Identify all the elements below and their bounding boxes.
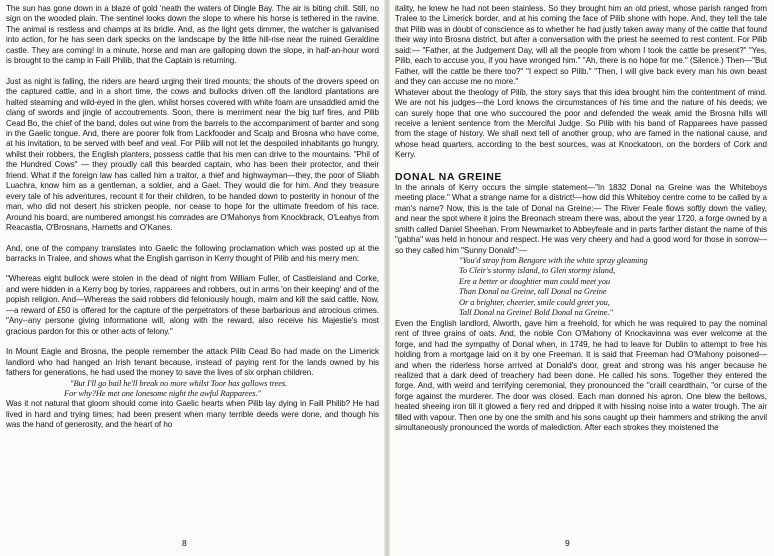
verse-line: "You'd stray from Bengore with the white spray gleaming <box>459 255 648 265</box>
paragraph: Was it not natural that gloom should come into Gaelic hearts when Pilib lay dying in Faill Philib? He had lived in hard and trying times; had been present when many terrible deeds were done, and though his was the hand of generosity, and the heart of ho <box>6 399 379 430</box>
left-text-column <box>6 4 379 431</box>
right-text-column <box>395 4 767 434</box>
right-page <box>387 0 774 556</box>
verse-line: Tall Donal na Greine! Bold Donal na Greine." <box>459 308 613 318</box>
paragraph: The sun has gone down in a blaze of gold 'neath the waters of Dingle Bay. The air is biting chill. Still, no sign on the wooded plain. The sentinel looks down the slope to where his horse is tethered in the ravine. The animal is restless and champs at its bridle. And, as the light gets dimmer, the watcher is galvanised into action, for he has seen dark specks on the landscape by the little hill-rise near the ruined Geraldine castle. They are coming! In a minute, horse and man are galloping down the slope, in half-an-hour word is brought to the camp in Faill Philib, that the Captain is returning. <box>6 4 379 66</box>
verse-line: Ere a better or doughtier man could meet you <box>459 276 610 286</box>
paragraph: Just as night is falling, the riders are heard urging their tired mounts; the shouts of the drovers speed on the captured cattle, and in a short time, the cows and bullocks driven off the landlord plantations are halted steaming and wild-eyed in the glen, whilst horses covered with white foam are unsaddled amid the clang of swords and jingle of accoutrements. Soon, there is merriment near the big turf fires, and Pilib Cead Bo, the chief of the band, doles out wine from the barrels to the accompaniment of banter and song in the Gaelic tongue. And, there are poorer folk from Lackfooder and Scalp and Brosna who have come, at his invitation, to be served with beef and veal. For Pilib will not let the despoiled inhabitants go hungry, whilst their robbers, the English planters, possess cattle that his men can drive to the mountains. "Phil of the Hundred Cows" — they proudly call this bearded captain, who has been their protector, and their friend. What if the foreign law has called him a traitor, a thief and highwayman—they, the poor of Sliabh Luachra, know him as a gentleman, a soldier, and a Gael. They would die for him. And they treasure every tale of his adventures, recount it for their children, to be handed down to posterity in honour of the man, who did not desert his stricken people, nor cease to hope for the ultimate freedom of his race. Around his board, are numbered amongst his comrades are O'Mahonys from Knockbrack, O'Leahys from Reacastla, O'Brosnans, Harnetts and O'Kanes. <box>6 76 379 233</box>
section-heading: DONAL NA GREINE <box>395 170 503 183</box>
paragraph: And, one of the company translates into Gaelic the following proclamation which was posted up at the barracks in Tralee, and shows what the English garrison in Kerry thought of Pilib and his merry men: <box>6 243 379 263</box>
paragraph: Even the English landlord, Alworth, gave him a freehold, for which he was required to pay the nominal rent of three grains of oats. And, the noble Con O'Mahony of Knockavinna was ever welcome at the forge, and had the sympathy of Donal when, in 1749, he had to leave for Dublin to attempt to free his holding from a mortgage laid on it by one Freeman. It is said that Freeman had O'Mahony poisoned—and when the riderless horse arrived at Donald's door, great and strong was his anger because he realized that a dark deed of treachery had been done. He called his sons. Together they entered the forge. And, with weird and terrifying ceremonial, they pronounced the "craill ceardthain, "or curse of the forge against the murderer. The door was closed. Each man donned his apron. One blew the bellows, heated sheeing iron till it glowed a fiery red and dripped it with hissing noise into a water trough. The air filled with vapour. Then one by one the smith and his sons caught up their hammers and striking the anvil simultaneously pronounced the words of malediction. After each strokes they moistened the <box>395 318 767 433</box>
verse-line: Or a brighter, cheerier, smile could greet you, <box>459 297 610 307</box>
verse-line: For why?He met one lonesome night the awful Rapparees." <box>64 388 262 398</box>
proclamation-paragraph: "Whereas eight bullock were stolen in the dead of night from William Fuller, of Castleisland and Corke, and were hidden in a Kerry bog by tories, rapparees and robbers, out in arms 'on their keeping' and of the popish religion. And—Whereas the said robbers did feloniously hough, maim and kill the said cattle, Now,—a reward of £50 is offered for the capture of the perpetrators of these barbarious and atrocious crimes. "Any--any persone giving informatione will, along with the reward, also receive his Majestie's most gracious pardon for this or other acts of felony." <box>6 274 379 336</box>
paragraph: itality, he knew he had not been stainless. So they brought him an old priest, whose parish ranged from Tralee to the Limerick border, and at his coming the face of Pilib shone with hope. And, they tell the tale that Pilib was in doubt of conscience as to whether he had justly taken away many of the cattle that found their way into Brosna district, but after a conversation with the priest he seemed to rest content. For Pilib said:— "Father, at the Judgement Day, will all the people from whom I took the cattle be present?" "Yes, Pilib, each to accuse you, if you have wronged him." "Ah, there is no hope for me." (Silence.) Then—"But Father, will the cattle be there too?" "I expect so Pilib." "Then, I will give back every man his own beast and they can accuse me no more." <box>395 4 767 87</box>
paragraph: Whatever about the theology of Pilib, the story says that this idea brought him the contentment of mind. We are not his judges—the Lord knows the circumstances of his time and the nature of his deeds; we can surely hope that one who succoured the poor and defended the weak amid the Brosna hills will receive a lenient sentence from the Merciful Judge. So Pilib with his band of Rapparees have passed from the stage of history. We shall next tell of another group, who are famed in the national cause, and whose head quarters, according to the best sources, was at Knockatoon, on the borders of Cork and Kerry. <box>395 87 767 160</box>
paragraph: In the annals of Kerry occurs the simple statement—"In 1832 Donal na Greine was the Whiteboys meeting place." What a strange name for a district!—how did this Whiteboy centre come to be called by a man's name? Now, this is the tale of Donal na Greine:— The River Feale flows softly down the valley, and near the spot where it joins the Breonach stream there was, about the year 1720, a forge owned by a smith called Daniel Sheehan. From Newmarket to Abbeyfeale and in parts farther distant the name of this "gabha" was held in honour and respect. He was very cheery and had a good word for those in sorrow—so they called him "Sunny Donald":— <box>395 182 767 255</box>
page-number: 9 <box>565 538 570 548</box>
paragraph: In Mount Eagle and Brosna, the people remember the attack Pilib Cead Bo had made on the Limerick landlord who had hanged an Irish tenant because, instead of paying rent for the lands owned by his fathers for generations, he had used the money to save the lives of six orphan children. <box>6 347 379 378</box>
verse-line: To Cleir's stormy island, to Glen stormy island, <box>459 266 616 276</box>
verse-line: Than Donal na Greine, tall Donal na Greine <box>459 287 607 297</box>
page-number: 8 <box>182 538 187 548</box>
verse-line: "But I'll go bail he'll break no more whilst Toor has gallows trees. <box>70 378 288 388</box>
